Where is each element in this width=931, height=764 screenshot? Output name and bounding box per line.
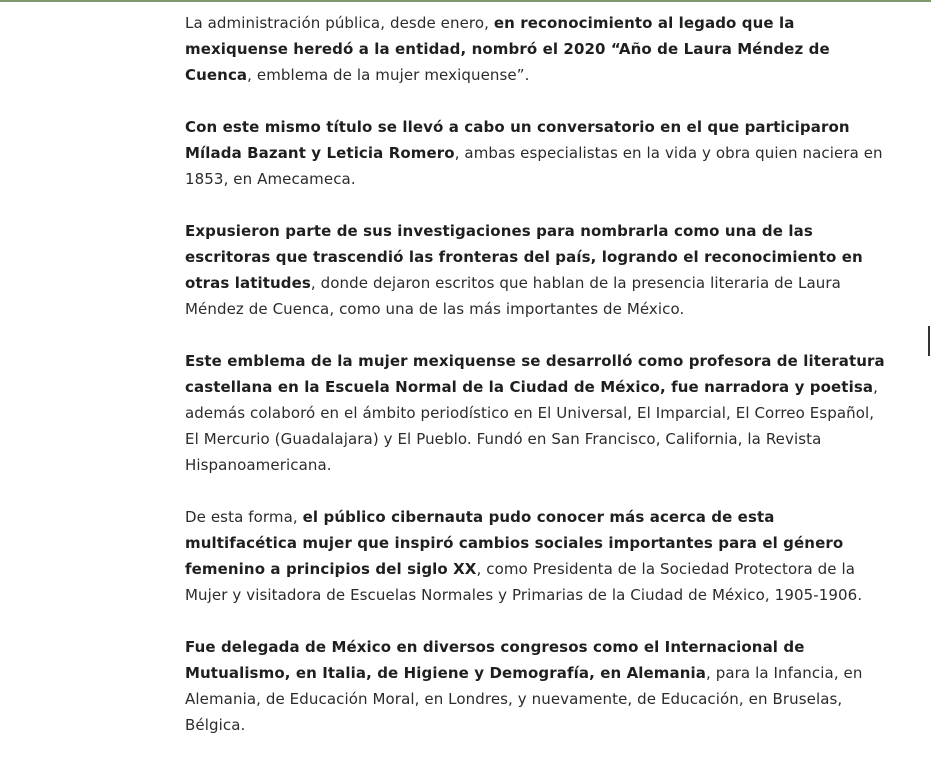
- scrollbar-edge-mark: [928, 326, 930, 356]
- paragraph-4-segment-2: , además colaboró en el ámbito periodístico en El Universal, El Imparcial, El Correo Español, El Mercurio (Guadalajara) y El Pueblo. Fundó en San Francisco, California, la Revista Hispanoamericana.: [185, 378, 878, 474]
- paragraph-6-segment-1: Fue delegada de México en diversos congresos como el Internacional de Mutualismo, en Italia, de Higiene y Demografía, en Alemania: [185, 638, 805, 682]
- paragraph-1-segment-3: , emblema de la mujer mexiquense”.: [247, 66, 530, 84]
- paragraph-2: [185, 114, 885, 192]
- paragraph-1: [185, 10, 885, 88]
- paragraph-3-segment-1: Expusieron parte de sus investigaciones para nombrarla como una de las escritoras que trascendió las fronteras del país, logrando el reconocimiento en otras latitudes: [185, 222, 863, 292]
- article-body: [185, 10, 885, 764]
- paragraph-5-segment-2: el público cibernauta pudo conocer más acerca de esta multifacética mujer que inspiró cambios sociales importantes para el género femenino a principios del siglo XX: [185, 508, 844, 578]
- paragraph-1-segment-2: en reconocimiento al legado que la mexiquense heredó a la entidad, nombró el 2020 “Año de Laura Méndez de Cuenca: [185, 14, 830, 84]
- paragraph-6-segment-2: , para la Infancia, en Alemania, de Educación Moral, en Londres, y nuevamente, de Educación, en Bruselas, Bélgica.: [185, 664, 863, 734]
- paragraph-3: [185, 218, 885, 322]
- paragraph-4-segment-1: Este emblema de la mujer mexiquense se desarrolló como profesora de literatura castellana en la Escuela Normal de la Ciudad de México, fue narradora y poetisa: [185, 352, 885, 396]
- paragraph-5: [185, 504, 885, 608]
- top-divider: [0, 0, 931, 2]
- paragraph-5-segment-1: De esta forma,: [185, 508, 303, 526]
- paragraph-1-segment-1: La administración pública, desde enero,: [185, 14, 494, 32]
- paragraph-3-segment-2: , donde dejaron escritos que hablan de la presencia literaria de Laura Méndez de Cuenca, como una de las más importantes de México.: [185, 274, 841, 318]
- paragraph-2-segment-2: , ambas especialistas en la vida y obra quien naciera en 1853, en Amecameca.: [185, 144, 883, 188]
- paragraph-4: [185, 348, 885, 478]
- paragraph-2-segment-1: Con este mismo título se llevó a cabo un conversatorio en el que participaron Mílada Bazant y Leticia Romero: [185, 118, 850, 162]
- paragraph-5-segment-3: , como Presidenta de la Sociedad Protectora de la Mujer y visitadora de Escuelas Normales y Primarias de la Ciudad de México, 1905-1906.: [185, 560, 863, 604]
- paragraph-6: [185, 634, 885, 738]
